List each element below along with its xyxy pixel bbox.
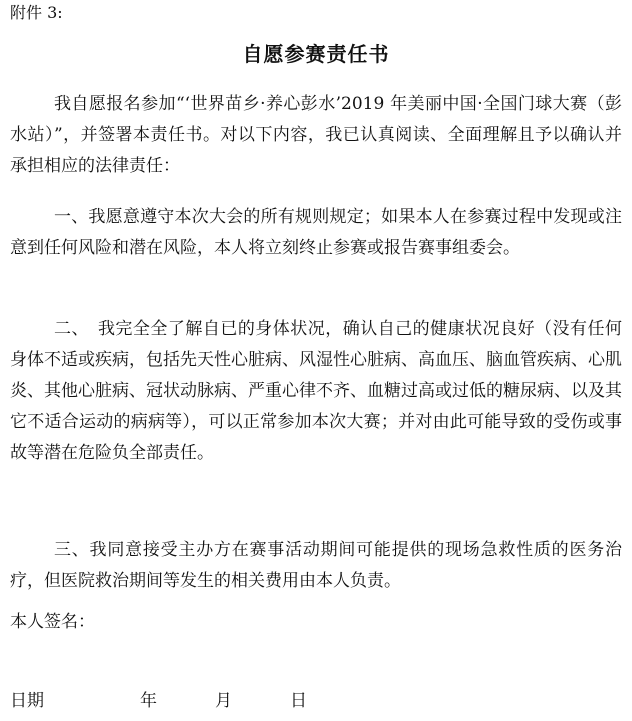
date-day-label: 日: [290, 691, 307, 711]
date-year-label: 年: [140, 691, 157, 711]
signature-label: 本人签名：: [10, 612, 95, 632]
clause-three-paragraph: 三、我同意接受主办方在赛事活动期间可能提供的现场急救性质的医务治疗，但医院救治期间等发生的相关费用由本人负责。: [10, 540, 622, 591]
document-title: 自愿参赛责任书: [242, 42, 390, 66]
date-label: 日期: [10, 691, 44, 711]
clause-one-paragraph: 一、我愿意遵守本次大会的所有规则规定；如果本人在参赛过程中发现或注意到任何风险和潜在风险，本人将立刻终止参赛或报告赛事组委会。: [10, 207, 622, 258]
clause-two-paragraph: 二、 我完全全了解自已的身体状况，确认自己的健康状况良好（没有任何身体不适或疾病，包括先天性心脏病、风湿性心脏病、高血压、脑血管疾病、心肌炎、其他心脏病、冠状动脉病、严重心律不齐、血糖过高或过低的糖尿病、以及其它不适合运动的病病等），可以正常参加本次大赛；并对由此可能导致的受伤或事故等潜在危险负全部责任。: [10, 319, 622, 463]
intro-paragraph: 我自愿报名参加“‘世界苗乡·养心彭水’2019 年美丽中国·全国门球大赛（彭水站）”，并签署本责任书。对以下内容，我已认真阅读、全面理解且予以确认并承担相应的法律责任：: [10, 94, 622, 176]
date-month-label: 月: [215, 691, 232, 711]
attachment-label: 附件 3:: [10, 3, 63, 22]
date-line: [10, 686, 350, 717]
